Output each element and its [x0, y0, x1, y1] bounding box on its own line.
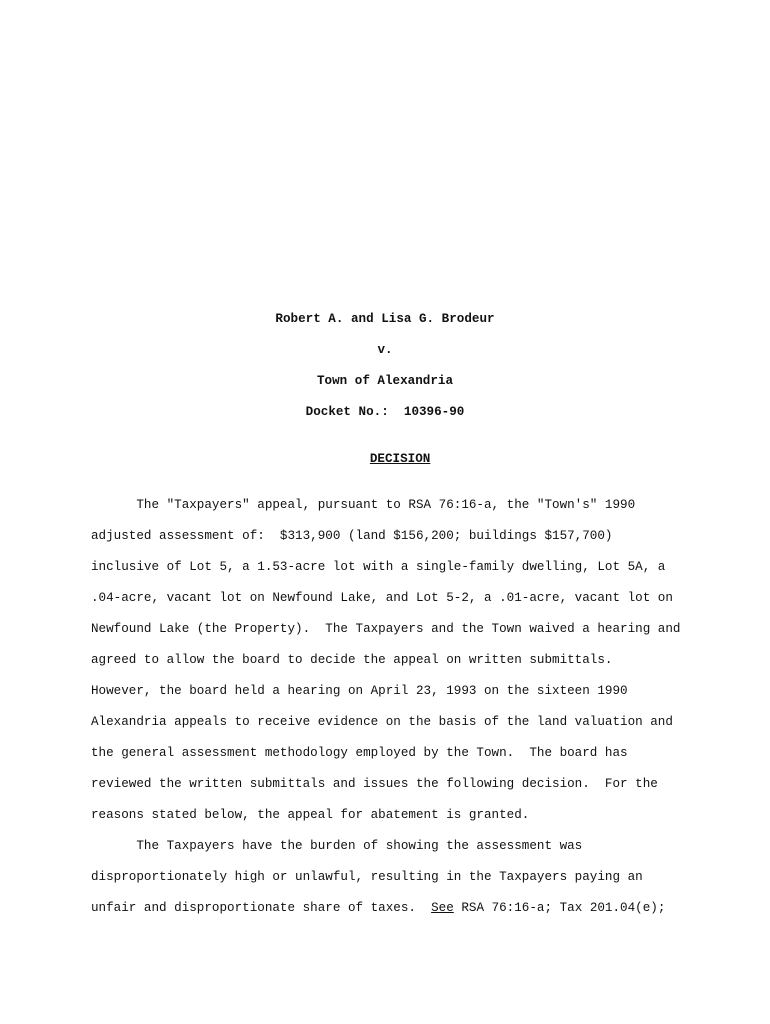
body-line: The Taxpayers have the burden of showing the assessment was	[91, 839, 583, 853]
body-line: reasons stated below, the appeal for abatement is granted.	[91, 808, 530, 822]
heading-row	[0, 435, 770, 483]
body-text: RSA 76:16-a; Tax 201.04(e);	[453, 901, 666, 915]
versus-label: v.	[377, 343, 393, 357]
body-line: However, the board held a hearing on April 23, 1993 on the sixteen 1990	[91, 684, 628, 698]
body-line: agreed to allow the board to decide the appeal on written submittals.	[91, 653, 613, 667]
docket-number: Docket No.: 10396-90	[305, 405, 465, 419]
body-line: inclusive of Lot 5, a 1.53-acre lot with a single-family dwelling, Lot 5A, a	[91, 560, 666, 574]
body-line: The "Taxpayers" appeal, pursuant to RSA 76:16-a, the "Town's" 1990	[91, 498, 636, 512]
decision-heading: DECISION	[369, 452, 431, 466]
body-line: reviewed the written submittals and issues the following decision. For the	[91, 777, 658, 791]
body-text: unfair and disproportionate share of taxes.	[91, 901, 432, 915]
body-line: Newfound Lake (the Property). The Taxpayers and the Town waived a hearing and	[91, 622, 681, 636]
case-parties: Robert A. and Lisa G. Brodeur	[275, 312, 495, 326]
citation-signal-see: See	[431, 901, 454, 915]
body-line: disproportionately high or unlawful, resulting in the Taxpayers paying an	[91, 870, 643, 884]
body-line: the general assessment methodology employed by the Town. The board has	[91, 746, 628, 760]
body-line-last	[91, 900, 665, 916]
respondent-name: Town of Alexandria	[316, 374, 454, 388]
body-line: adjusted assessment of: $313,900 (land $156,200; buildings $157,700)	[91, 529, 613, 543]
body-line: .04-acre, vacant lot on Newfound Lake, and Lot 5-2, a .01-acre, vacant lot on	[91, 591, 673, 605]
body-line: Alexandria appeals to receive evidence on the basis of the land valuation and	[91, 715, 673, 729]
